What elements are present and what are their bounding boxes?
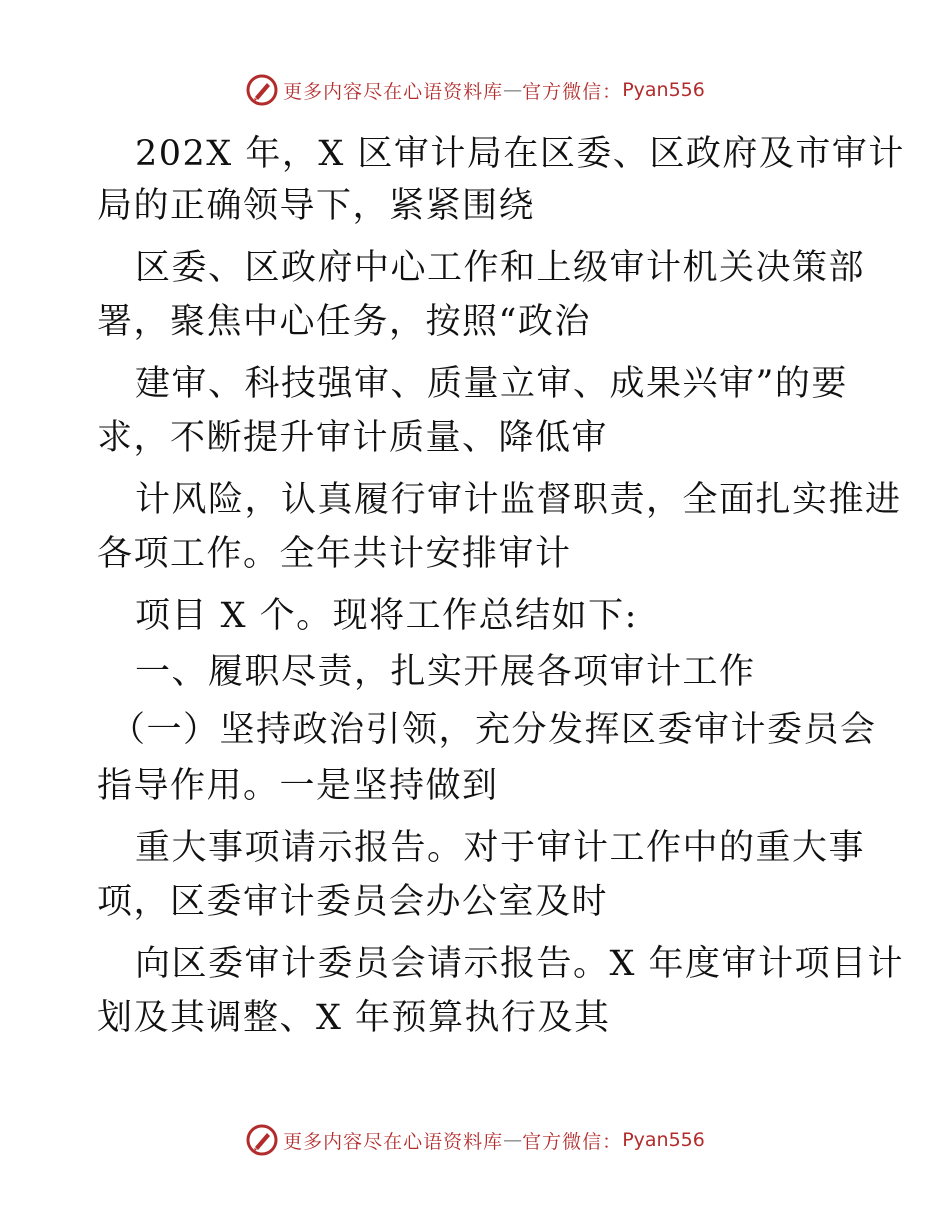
watermark-official-label: 官方微信： bbox=[522, 80, 623, 103]
watermark-official-label: 官方微信： bbox=[522, 1130, 623, 1153]
header-watermark bbox=[0, 70, 950, 110]
text-line: 指导作用。一是坚持做到 bbox=[97, 766, 499, 806]
text-line: 区委、区政府中心工作和上级审计机关决策部 bbox=[135, 248, 866, 288]
text-line: 项目 X 个。现将工作总结如下: bbox=[135, 596, 638, 636]
watermark-wechat-id: Pyan556 bbox=[622, 79, 705, 101]
section-heading: 一、履职尽责，扎实开展各项审计工作 bbox=[135, 652, 756, 692]
footer-watermark bbox=[0, 1120, 950, 1160]
text-line: 划及其调整、X 年预算执行及其 bbox=[97, 998, 611, 1038]
watermark-dash: — bbox=[503, 79, 523, 101]
text-line: 求，不断提升审计质量、降低审 bbox=[97, 418, 609, 458]
text-line: 202X 年，X 区审计局在区委、区政府及市审计 bbox=[135, 134, 905, 174]
text-line: 向区委审计委员会请示报告。X 年度审计项目计 bbox=[135, 944, 905, 984]
text-line: 局的正确领导下，紧紧围绕 bbox=[97, 186, 536, 226]
subsection-heading: （一）坚持政治引领，充分发挥区委审计委员会 bbox=[110, 710, 877, 750]
watermark-dash: — bbox=[503, 1129, 523, 1151]
watermark-wechat-id: Pyan556 bbox=[622, 1129, 705, 1151]
text-line: 各项工作。全年共计安排审计 bbox=[97, 534, 572, 574]
watermark-site-text: 更多内容尽在心语资料库 bbox=[283, 1130, 504, 1153]
text-line: 计风险，认真履行审计监督职责，全面扎实推进 bbox=[135, 480, 902, 520]
text-line: 建审、科技强审、质量立审、成果兴审”的要 bbox=[135, 364, 848, 404]
pen-circle-logo-icon bbox=[245, 1123, 279, 1157]
pen-circle-logo-icon bbox=[245, 73, 279, 107]
text-line: 项，区委审计委员会办公室及时 bbox=[97, 882, 609, 922]
watermark-site-text: 更多内容尽在心语资料库 bbox=[283, 80, 504, 103]
text-line: 署，聚焦中心任务，按照“政治 bbox=[97, 302, 591, 342]
text-line: 重大事项请示报告。对于审计工作中的重大事 bbox=[135, 828, 866, 868]
